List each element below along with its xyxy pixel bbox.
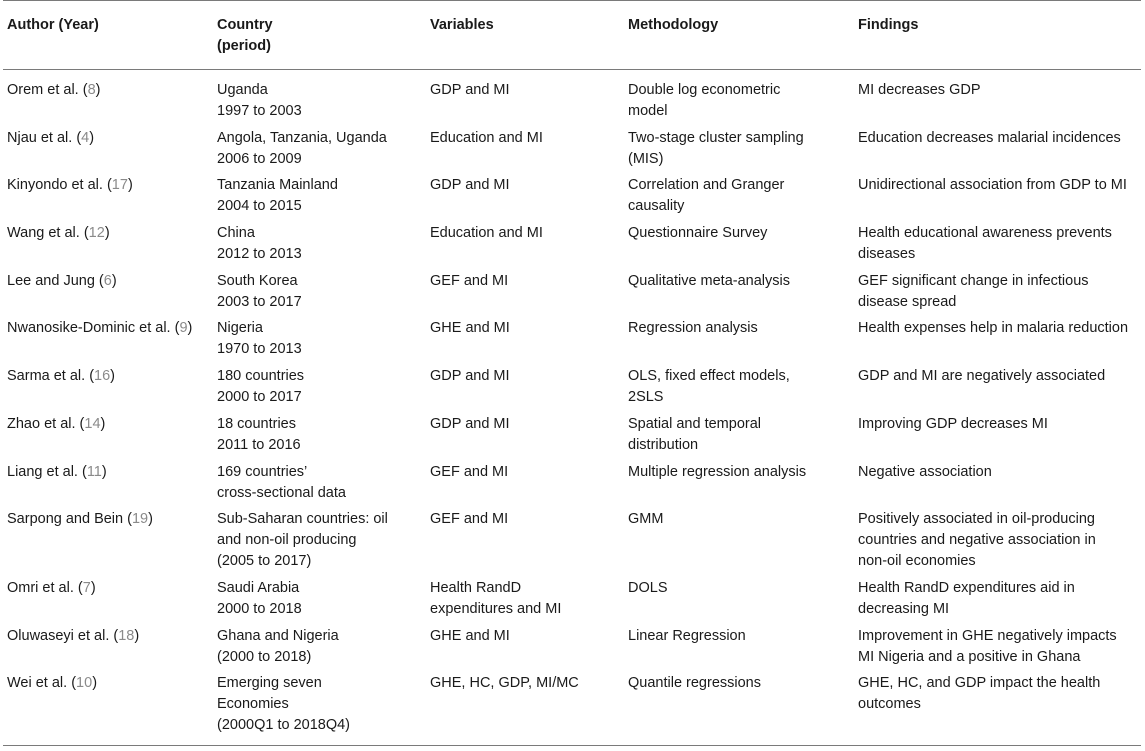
reference-link[interactable]: 9 xyxy=(179,320,188,337)
findings-cell xyxy=(854,271,1141,319)
findings-cell xyxy=(854,414,1141,462)
findings-cell xyxy=(854,366,1141,414)
variables-text: GEF and MI xyxy=(430,272,509,289)
header-methodology: Methodology xyxy=(628,17,719,33)
country-text: (2000 to 2018) xyxy=(217,648,312,665)
author-cell: Nwanosike-Dominic et al. (9) xyxy=(7,320,193,337)
variables-cell xyxy=(426,578,624,626)
methodology-text: Two-stage cluster sampling xyxy=(628,129,804,146)
findings-text: GDP and MI are negatively associated xyxy=(858,368,1106,385)
methodology-text: distribution xyxy=(628,436,699,453)
reference-link[interactable]: 11 xyxy=(86,463,102,480)
table-row xyxy=(3,128,1141,176)
author-cell: Njau et al. (4) xyxy=(7,129,95,146)
reference-link[interactable]: 4 xyxy=(81,129,90,146)
country-text: 2011 to 2016 xyxy=(217,436,301,453)
methodology-cell xyxy=(624,318,854,366)
variables-cell xyxy=(426,673,624,746)
findings-cell xyxy=(854,626,1141,674)
findings-text: GEF significant change in infectious xyxy=(858,272,1089,289)
findings-text: diseases xyxy=(858,246,916,263)
variables-text: GDP and MI xyxy=(430,415,510,432)
author-cell: Liang et al. (11) xyxy=(7,463,107,480)
header-findings: Findings xyxy=(858,17,919,33)
variables-cell xyxy=(426,318,624,366)
country-cell xyxy=(213,626,426,674)
methodology-cell xyxy=(624,626,854,674)
country-text: 2000 to 2017 xyxy=(217,389,302,406)
country-text: (2000Q1 to 2018Q4) xyxy=(217,717,351,734)
findings-text: outcomes xyxy=(858,696,921,713)
variables-text: GHE, HC, GDP, MI/MC xyxy=(430,675,579,692)
methodology-text: Correlation and Granger xyxy=(628,177,785,194)
findings-cell xyxy=(854,509,1141,578)
table-row xyxy=(3,626,1141,674)
methodology-text: 2SLS xyxy=(628,389,664,406)
country-text: Tanzania Mainland xyxy=(217,177,338,194)
variables-text: expenditures and MI xyxy=(430,600,562,617)
variables-text: Education and MI xyxy=(430,129,543,146)
country-text: Uganda xyxy=(217,82,268,98)
country-text: 2004 to 2015 xyxy=(217,198,302,215)
methodology-cell xyxy=(624,673,854,746)
header-country-line2: (period) xyxy=(217,38,271,54)
table-row xyxy=(3,223,1141,271)
methodology-text: OLS, fixed effect models, xyxy=(628,368,790,385)
reference-link[interactable]: 12 xyxy=(88,225,105,242)
table-row xyxy=(3,414,1141,462)
author-cell: Kinyondo et al. (17) xyxy=(7,177,133,194)
methodology-text: Quantile regressions xyxy=(628,675,761,692)
country-text: Angola, Tanzania, Uganda xyxy=(217,129,387,146)
table-row xyxy=(3,271,1141,319)
country-cell xyxy=(213,366,426,414)
findings-text: Improving GDP decreases MI xyxy=(858,415,1048,432)
country-cell xyxy=(213,462,426,510)
author-name: Sarpong and Bein xyxy=(7,511,124,528)
country-text: Sub-Saharan countries: oil xyxy=(217,511,388,528)
variables-cell xyxy=(426,509,624,578)
author-name: Oluwaseyi et al. xyxy=(7,627,110,644)
methodology-cell xyxy=(624,223,854,271)
variables-text: Education and MI xyxy=(430,225,543,242)
methodology-cell xyxy=(624,578,854,626)
variables-text: GEF and MI xyxy=(430,463,509,480)
author-cell: Wang et al. (12) xyxy=(7,225,110,242)
country-cell xyxy=(213,414,426,462)
findings-cell xyxy=(854,673,1141,746)
variables-cell xyxy=(426,128,624,176)
reference-link[interactable]: 7 xyxy=(82,579,91,596)
author-name: Njau et al. xyxy=(7,129,73,146)
author-cell: Oluwaseyi et al. (18) xyxy=(7,627,140,644)
country-text: cross-sectional data xyxy=(217,484,346,501)
author-cell: Sarpong and Bein (19) xyxy=(7,511,153,528)
methodology-text: Questionnaire Survey xyxy=(628,225,768,242)
variables-text: Health RandD xyxy=(430,579,522,596)
country-text: 2012 to 2013 xyxy=(217,246,302,263)
country-cell xyxy=(213,271,426,319)
country-cell xyxy=(213,175,426,223)
methodology-text: (MIS) xyxy=(628,150,664,167)
findings-text: Health RandD expenditures aid in xyxy=(858,579,1075,596)
reference-link[interactable]: 8 xyxy=(87,82,96,98)
author-name: Omri et al. xyxy=(7,579,74,596)
country-text: 1970 to 2013 xyxy=(217,341,302,358)
methodology-cell xyxy=(624,271,854,319)
reference-link[interactable]: 19 xyxy=(131,511,149,528)
country-text: Saudi Arabia xyxy=(217,579,300,596)
findings-text: Improvement in GHE negatively impacts xyxy=(858,627,1117,644)
table-row xyxy=(3,673,1141,746)
author-name: Sarma et al. xyxy=(7,368,86,385)
variables-cell xyxy=(426,271,624,319)
findings-cell xyxy=(854,318,1141,366)
country-cell xyxy=(213,578,426,626)
findings-text: Negative association xyxy=(858,463,992,480)
methodology-text: Qualitative meta-analysis xyxy=(628,272,790,289)
country-text: and non-oil producing xyxy=(217,532,357,549)
header-variables: Variables xyxy=(430,17,494,33)
findings-text: Health educational awareness prevents xyxy=(858,225,1112,242)
country-text: 2003 to 2017 xyxy=(217,293,302,310)
table-row xyxy=(3,462,1141,510)
country-text: 169 countries’ xyxy=(217,463,308,480)
methodology-text: DOLS xyxy=(628,579,668,596)
findings-cell xyxy=(854,70,1141,128)
author-cell: Lee and Jung (6) xyxy=(7,272,117,289)
table-row xyxy=(3,175,1141,223)
variables-text: GDP and MI xyxy=(430,368,510,385)
findings-cell xyxy=(854,223,1141,271)
variables-text: GDP and MI xyxy=(430,177,510,194)
author-name: Lee and Jung xyxy=(7,272,95,289)
methodology-cell xyxy=(624,175,854,223)
variables-text: GDP and MI xyxy=(430,82,510,98)
methodology-cell xyxy=(624,414,854,462)
author-cell: Wei et al. (10) xyxy=(7,675,98,692)
findings-cell xyxy=(854,578,1141,626)
country-cell xyxy=(213,673,426,746)
reference-link[interactable]: 17 xyxy=(111,177,128,194)
reference-link[interactable]: 10 xyxy=(76,675,93,692)
country-text: (2005 to 2017) xyxy=(217,553,312,570)
methodology-text: Double log econometric xyxy=(628,82,781,98)
author-name: Kinyondo et al. xyxy=(7,177,103,194)
findings-cell xyxy=(854,462,1141,510)
country-text: China xyxy=(217,225,255,242)
variables-text: GEF and MI xyxy=(430,511,509,528)
variables-text: GHE and MI xyxy=(430,627,510,644)
country-text: 180 countries xyxy=(217,368,305,385)
country-text: 18 countries xyxy=(217,415,296,432)
header-country xyxy=(213,1,426,70)
author-cell: Sarma et al. (16) xyxy=(7,368,116,385)
variables-cell xyxy=(426,462,624,510)
methodology-text: Linear Regression xyxy=(628,627,746,644)
country-text: 2006 to 2009 xyxy=(217,150,302,167)
findings-cell xyxy=(854,128,1141,176)
methodology-text: Regression analysis xyxy=(628,320,758,337)
country-cell xyxy=(213,509,426,578)
methodology-cell xyxy=(624,509,854,578)
findings-cell xyxy=(854,175,1141,223)
author-name: Orem et al. xyxy=(7,82,79,98)
variables-cell xyxy=(426,223,624,271)
findings-text: decreasing MI xyxy=(858,600,950,617)
author-name: Wang et al. xyxy=(7,225,80,242)
author-cell: Orem et al. (8) xyxy=(7,82,101,98)
findings-text: countries and negative association in xyxy=(858,532,1096,549)
methodology-text: Spatial and temporal xyxy=(628,415,761,432)
author-name: Nwanosike-Dominic et al. xyxy=(7,320,171,337)
country-text: Ghana and Nigeria xyxy=(217,627,339,644)
country-cell xyxy=(213,128,426,176)
variables-cell xyxy=(426,626,624,674)
methodology-cell xyxy=(624,366,854,414)
literature-table xyxy=(3,0,1141,746)
reference-link[interactable]: 6 xyxy=(103,272,112,289)
table-row xyxy=(3,366,1141,414)
country-cell xyxy=(213,70,426,128)
findings-text: disease spread xyxy=(858,293,957,310)
variables-cell xyxy=(426,175,624,223)
methodology-cell xyxy=(624,70,854,128)
findings-text: Education decreases malarial incidences xyxy=(858,129,1121,146)
methodology-text: model xyxy=(628,103,668,119)
methodology-cell xyxy=(624,462,854,510)
findings-text: MI decreases GDP xyxy=(858,82,981,98)
author-cell: Omri et al. (7) xyxy=(7,579,96,596)
author-cell: Zhao et al. (14) xyxy=(7,415,106,432)
methodology-text: causality xyxy=(628,198,685,215)
country-text: Economies xyxy=(217,696,289,713)
country-text: Nigeria xyxy=(217,320,263,337)
header-row xyxy=(3,1,1141,70)
author-name: Wei et al. xyxy=(7,675,68,692)
author-name: Zhao et al. xyxy=(7,415,76,432)
table-row xyxy=(3,578,1141,626)
header-country-line1: Country xyxy=(217,17,273,33)
country-cell xyxy=(213,318,426,366)
variables-cell xyxy=(426,414,624,462)
variables-cell xyxy=(426,70,624,128)
country-cell xyxy=(213,223,426,271)
methodology-cell xyxy=(624,128,854,176)
country-text: 2000 to 2018 xyxy=(217,600,302,617)
findings-text: Unidirectional association from GDP to MI xyxy=(858,177,1127,194)
country-text: South Korea xyxy=(217,272,298,289)
table-row xyxy=(3,318,1141,366)
methodology-text: Multiple regression analysis xyxy=(628,463,807,480)
findings-text: MI Nigeria and a positive in Ghana xyxy=(858,648,1081,665)
country-text: 1997 to 2003 xyxy=(217,103,302,119)
country-text: Emerging seven xyxy=(217,675,322,692)
findings-text: non-oil economies xyxy=(858,553,976,570)
author-name: Liang et al. xyxy=(7,463,78,480)
header-author: Author (Year) xyxy=(7,17,99,33)
variables-text: GHE and MI xyxy=(430,320,510,337)
table-row xyxy=(3,509,1141,578)
findings-text: GHE, HC, and GDP impact the health xyxy=(858,675,1101,692)
reference-link[interactable]: 14 xyxy=(84,415,101,432)
reference-link[interactable]: 16 xyxy=(94,368,111,385)
findings-text: Positively associated in oil-producing xyxy=(858,511,1095,528)
table-body xyxy=(3,70,1141,746)
findings-text: Health expenses help in malaria reduction xyxy=(858,320,1129,337)
table-row xyxy=(3,70,1141,128)
methodology-text: GMM xyxy=(628,511,664,528)
variables-cell xyxy=(426,366,624,414)
reference-link[interactable]: 18 xyxy=(118,627,135,644)
